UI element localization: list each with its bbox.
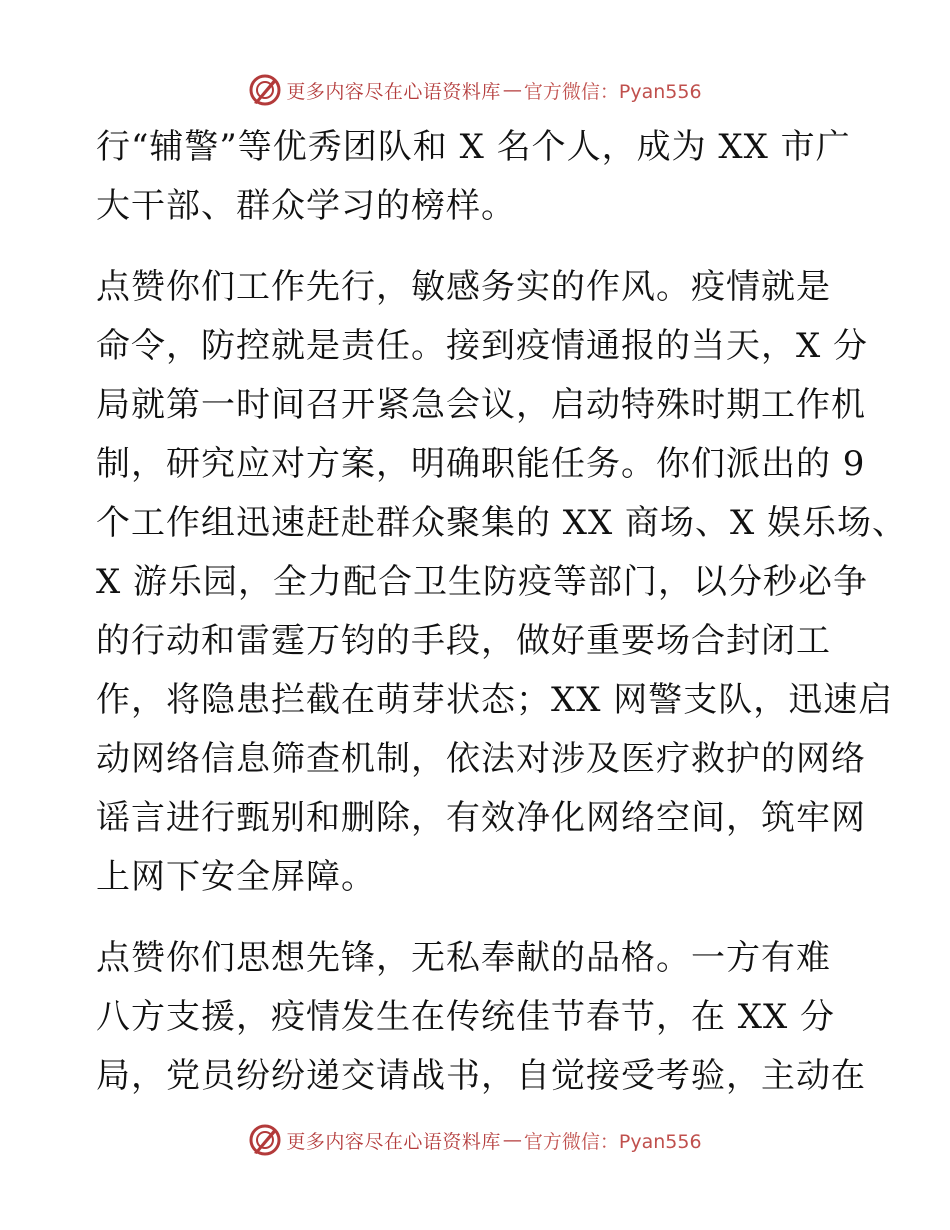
watermark-text: 更多内容尽在心语资料库 (286, 1130, 501, 1153)
watermark-wechat: 官方微信：Pyan556 (523, 80, 702, 103)
text-line: 制，研究应对方案，明确职能任务。你们派出的 9 (96, 444, 866, 484)
text-line: 局就第一时间召开紧急会议，启动特殊时期工作机 (96, 385, 866, 425)
watermark-separator: — (502, 1129, 522, 1151)
quill-logo-icon (248, 73, 282, 107)
text-line: 作，将隐患拦截在萌芽状态；XX 网警支队，迅速启 (96, 680, 894, 720)
watermark-text: 更多内容尽在心语资料库 (286, 80, 501, 103)
watermark-wechat: 官方微信：Pyan556 (523, 1130, 702, 1153)
text-line: 点赞你们工作先行，敏感务实的作风。疫情就是 (96, 267, 831, 307)
text-line: 行“辅警”等优秀团队和 X 名个人，成为 XX 市广 (96, 127, 851, 167)
watermark-separator: — (502, 79, 522, 101)
text-line: X 游乐园，全力配合卫生防疫等部门，以分秒必争 (96, 562, 869, 602)
quill-logo-icon (248, 1123, 282, 1157)
paragraph (96, 929, 866, 1106)
text-line: 个工作组迅速赶赴群众聚集的 XX 商场、X 娱乐场、 (96, 503, 908, 543)
text-line: 谣言进行甄别和删除，有效净化网络空间，筑牢网 (96, 798, 866, 838)
text-line: 命令，防控就是责任。接到疫情通报的当天，X 分 (96, 326, 869, 366)
footer-watermark (0, 1120, 950, 1160)
text-line: 局，党员纷纷递交请战书，自觉接受考验，主动在 (96, 1056, 866, 1096)
text-line: 上网下安全屏障。 (96, 857, 376, 897)
text-line: 点赞你们思想先锋，无私奉献的品格。一方有难 (96, 938, 831, 978)
header-watermark (0, 70, 950, 110)
paragraph (96, 258, 908, 907)
text-line: 动网络信息筛查机制，依法对涉及医疗救护的网络 (96, 739, 866, 779)
text-line: 大干部、群众学习的榜样。 (96, 186, 516, 226)
text-line: 八方支援，疫情发生在传统佳节春节，在 XX 分 (96, 997, 836, 1037)
document-body (96, 118, 908, 1106)
text-line: 的行动和雷霆万钧的手段，做好重要场合封闭工 (96, 621, 831, 661)
paragraph (96, 118, 856, 236)
